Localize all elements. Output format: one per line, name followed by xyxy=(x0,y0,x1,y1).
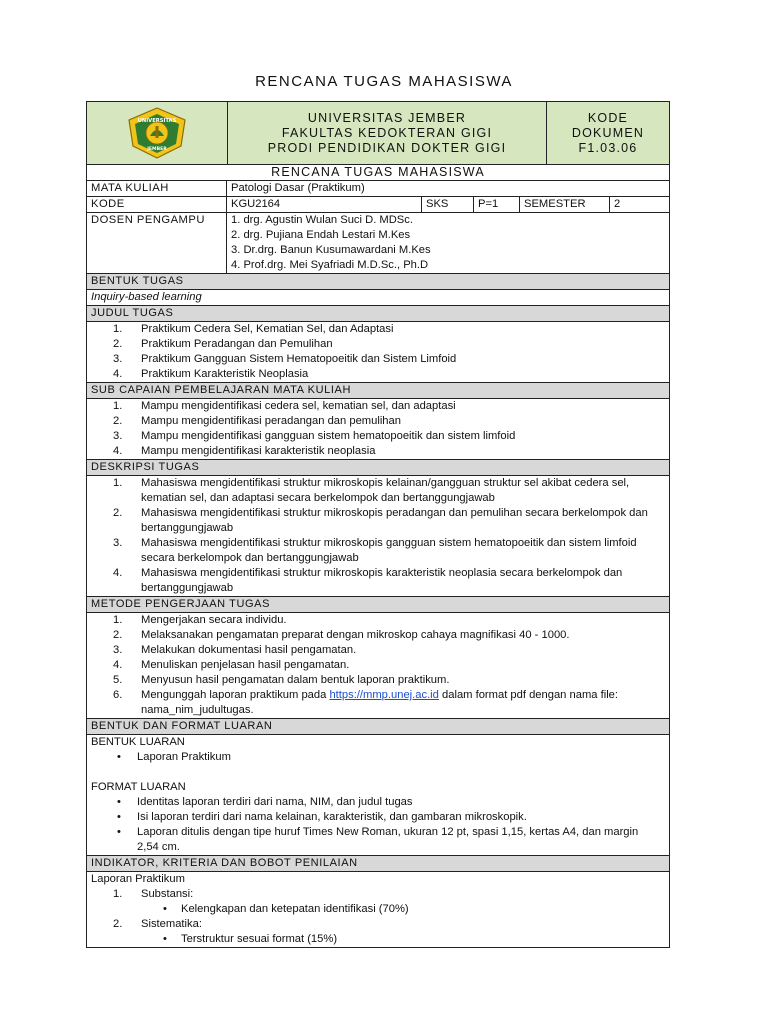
document-code-cell xyxy=(547,102,669,164)
row-kode xyxy=(87,197,669,213)
bullet-icon: • xyxy=(163,903,167,915)
bullet-icon: • xyxy=(117,751,121,763)
judul-tugas-body xyxy=(87,322,669,383)
laporan-label: Laporan Praktikum xyxy=(91,873,185,885)
list-item: 1. Substansi: xyxy=(113,888,194,900)
section-judul-tugas: JUDUL TUGAS xyxy=(87,306,669,322)
program-line: PRODI PENDIDIKAN DOKTER GIGI xyxy=(267,140,507,155)
faculty-line: FAKULTAS KEDOKTERAN GIGI xyxy=(281,125,493,140)
list-item: 3. Melakukan dokumentasi hasil pengamatan. xyxy=(113,644,357,656)
bullet-icon: • xyxy=(117,811,121,823)
list-item: 3. Mahasiswa mengidentifikasi struktur mikroskopis gangguan sistem hematopoeitik dan sistem limfoid secara berkelompok dan bertanggungjawab xyxy=(113,537,637,564)
dokumen-label: DOKUMEN xyxy=(571,125,645,140)
section-indikator: INDIKATOR, KRITERIA DAN BOBOT PENILAIAN xyxy=(87,856,669,872)
sks-label: SKS xyxy=(422,197,474,212)
semester-value: 2 xyxy=(614,198,621,210)
list-item: 4. Mampu mengidentifikasi karakteristik neoplasia xyxy=(113,445,376,457)
dosen-item: 1. drg. Agustin Wulan Suci D. MDSc. xyxy=(231,214,413,226)
section-metode: METODE PENGERJAAN TUGAS xyxy=(87,597,669,613)
list-item: • Laporan Praktikum xyxy=(91,750,663,765)
bentuk-format-body xyxy=(87,735,669,856)
document-title: RENCANA TUGAS MAHASISWA xyxy=(255,73,513,90)
dosen-item: 3. Dr.drg. Banun Kusumawardani M.Kes xyxy=(231,244,431,256)
dosen-label: DOSEN PENGAMPU xyxy=(87,213,227,273)
kode-value: KGU2164 xyxy=(227,197,422,212)
document-code: F1.03.06 xyxy=(578,140,638,155)
list-item: 5. Menyusun hasil pengamatan dalam bentuk laporan praktikum. xyxy=(113,674,450,686)
list-item: 2. Melaksanakan pengamatan preparat dengan mikroskop cahaya magnifikasi 40 - 1000. xyxy=(113,629,570,641)
metode-list-item6 xyxy=(91,688,663,718)
deskripsi-body xyxy=(87,476,669,597)
list-item: 4. Praktikum Karakteristik Neoplasia xyxy=(113,368,309,380)
university-name-cell xyxy=(228,102,547,164)
sub-cpmk-body xyxy=(87,399,669,460)
section-deskripsi: DESKRIPSI TUGAS xyxy=(87,460,669,476)
list-item: 2. Mampu mengidentifikasi peradangan dan pemulihan xyxy=(113,415,401,427)
list-item: 3. Praktikum Gangguan Sistem Hematopoeitik dan Sistem Limfoid xyxy=(113,353,457,365)
rtm-table xyxy=(86,101,670,948)
format-luaran-list xyxy=(91,795,663,855)
dosen-item: 4. Prof.drg. Mei Syafriadi M.D.Sc., Ph.D xyxy=(231,259,429,271)
list-item: 1. Mahasiswa mengidentifikasi struktur mikroskopis kelainan/gangguan struktur sel akibat cedera sel, kematian sel, dan adaptasi secara berkelompok dan bertanggungjawab xyxy=(113,477,630,504)
mata-kuliah-value: Patologi Dasar (Praktikum) xyxy=(231,182,365,194)
mata-kuliah-label: MATA KULIAH xyxy=(87,181,227,196)
list-item: 2. Sistematika: xyxy=(113,918,202,930)
indikator-body xyxy=(87,872,669,947)
university-logo-icon xyxy=(126,106,188,160)
list-item: 1. Praktikum Cedera Sel, Kematian Sel, dan Adaptasi xyxy=(113,323,394,335)
table-header xyxy=(87,102,669,165)
list-item: • Isi laporan terdiri dari nama kelainan, karakteristik, dan gambaran mikroskopik. xyxy=(91,810,663,825)
metode-list xyxy=(91,613,663,688)
list-item: 3. Mampu mengidentifikasi gangguan sistem hematopoeitik dan sistem limfoid xyxy=(113,430,516,442)
row-mata-kuliah xyxy=(87,181,669,197)
format-luaran-label: FORMAT LUARAN xyxy=(91,781,186,793)
kode-label: KODE xyxy=(587,110,629,125)
mmp-link[interactable]: https://mmp.unej.ac.id xyxy=(329,689,439,701)
list-item: 2. Praktikum Peradangan dan Pemulihan xyxy=(113,338,333,350)
svg-text:JEMBER: JEMBER xyxy=(147,147,167,152)
bullet-icon: • xyxy=(117,826,121,838)
bullet-icon: • xyxy=(163,933,167,945)
bentuk-luaran-label: BENTUK LUARAN xyxy=(91,736,185,748)
sks-value: P=1 xyxy=(474,197,520,212)
metode-body xyxy=(87,613,669,719)
list-item: 6. Mengunggah laporan praktikum pada https://mmp.unej.ac.id dalam format pdf dengan nama file: nama_nim_judultugas. xyxy=(113,689,619,716)
list-item: • Identitas laporan terdiri dari nama, NIM, dan judul tugas xyxy=(91,795,663,810)
list-item: 1. Mampu mengidentifikasi cedera sel, kematian sel, dan adaptasi xyxy=(113,400,456,412)
list-item: 4. Menuliskan penjelasan hasil pengamatan. xyxy=(113,659,350,671)
section-sub-cpmk: SUB CAPAIAN PEMBELAJARAN MATA KULIAH xyxy=(87,383,669,399)
logo-cell xyxy=(87,102,228,164)
judul-tugas-list xyxy=(91,322,663,382)
indikator-groups xyxy=(91,887,663,947)
section-bentuk-format: BENTUK DAN FORMAT LUARAN xyxy=(87,719,669,735)
list-item: • Laporan ditulis dengan tipe huruf Times New Roman, ukuran 12 pt, spasi 1,15, kertas A4, dan margin 2,54 cm. xyxy=(91,825,663,855)
list-item: 4. Mahasiswa mengidentifikasi struktur mikroskopis karakteristik neoplasia secara berkelompok dan bertanggungjawab xyxy=(113,567,623,594)
dosen-item: 2. drg. Pujiana Endah Lestari M.Kes xyxy=(231,229,411,241)
list-item: 1. Mengerjakan secara individu. xyxy=(113,614,287,626)
table-subtitle: RENCANA TUGAS MAHASISWA xyxy=(87,165,669,181)
semester-label: SEMESTER xyxy=(520,197,610,212)
row-dosen xyxy=(87,213,669,274)
section-bentuk-tugas: BENTUK TUGAS xyxy=(87,274,669,290)
deskripsi-list xyxy=(91,476,663,596)
bentuk-luaran-list xyxy=(91,750,663,765)
university-line: UNIVERSITAS JEMBER xyxy=(307,110,467,125)
list-item: • Kelengkapan dan ketepatan identifikasi (70%) xyxy=(91,902,663,917)
svg-text:UNIVERSITAS: UNIVERSITAS xyxy=(137,118,177,124)
list-item: 2. Mahasiswa mengidentifikasi struktur mikroskopis peradangan dan pemulihan secara berkelompok dan bertanggungjawab xyxy=(113,507,648,534)
bullet-icon: • xyxy=(117,796,121,808)
sub-cpmk-list xyxy=(91,399,663,459)
kode-label: KODE xyxy=(87,197,227,212)
bentuk-tugas-value: Inquiry-based learning xyxy=(87,290,669,306)
list-item: • Terstruktur sesuai format (15%) xyxy=(91,932,663,947)
dosen-list xyxy=(227,213,669,273)
